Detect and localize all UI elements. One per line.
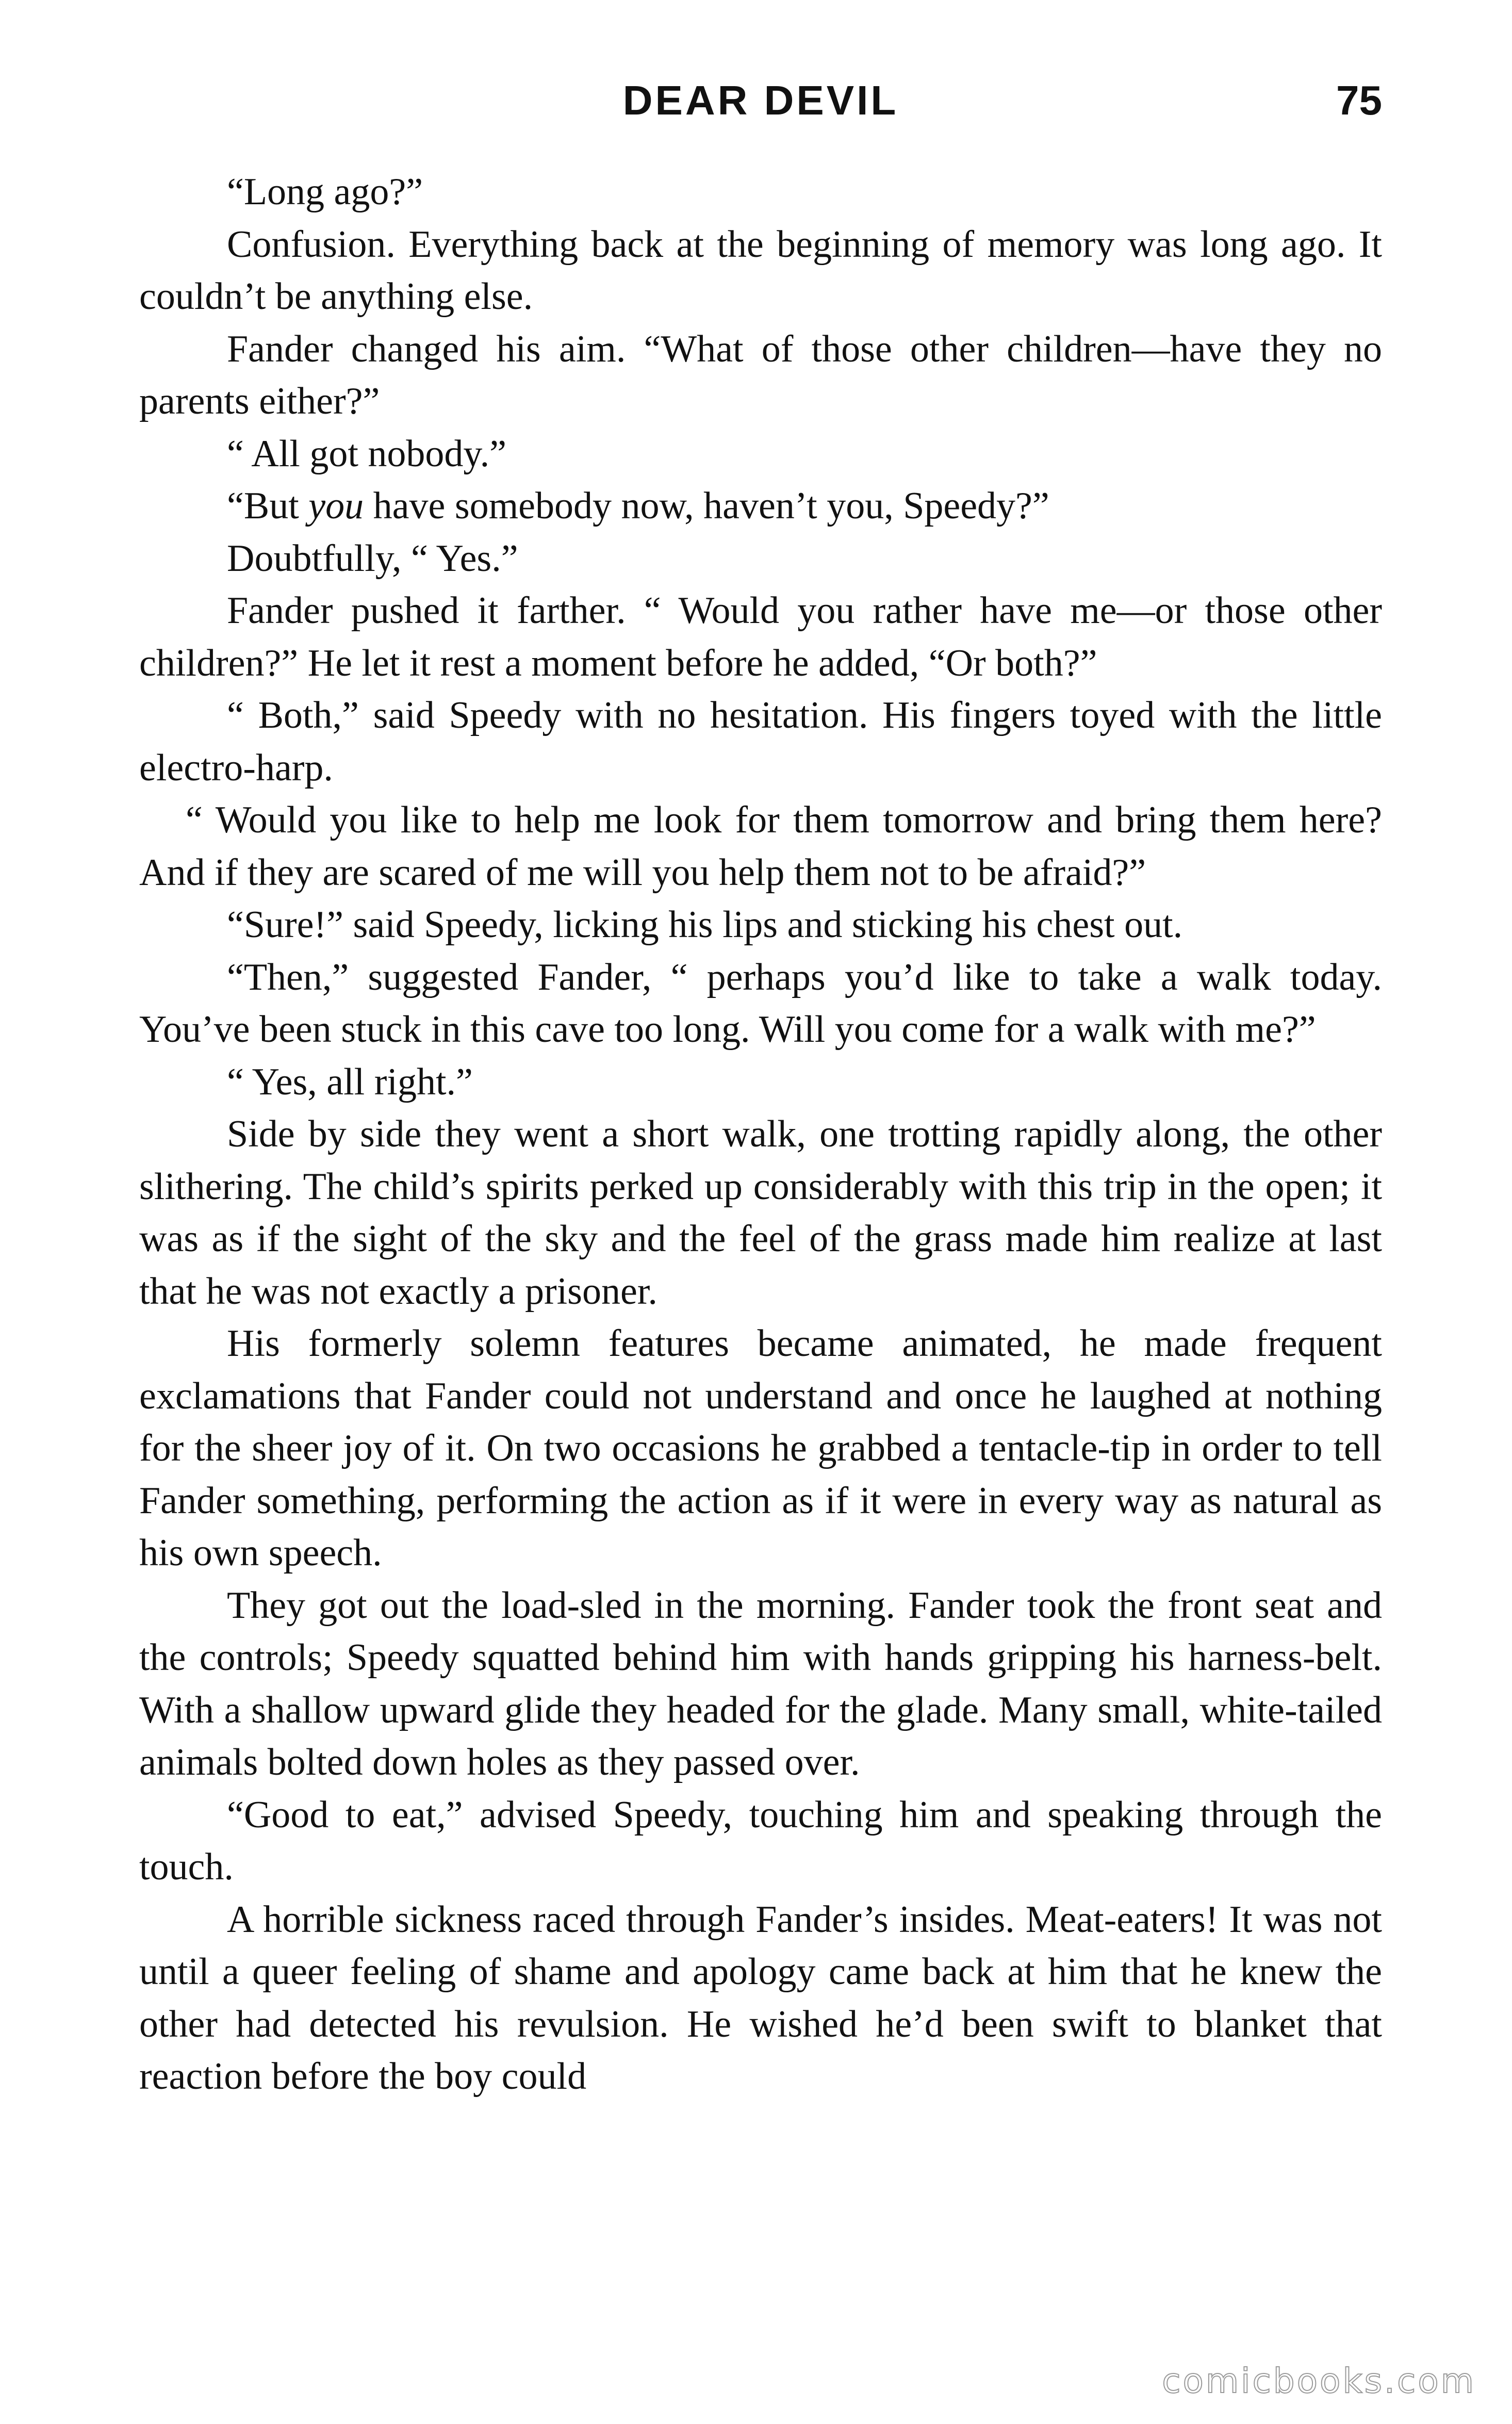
running-head: [139, 72, 1382, 129]
page-number: 75: [1336, 77, 1382, 123]
paragraph: Confusion. Everything back at the beginning of memory was long ago. It couldn’t be anything else.: [139, 223, 1382, 318]
paragraph: Doubtfully, “ Yes.”: [227, 537, 518, 580]
paragraph: Fander changed his aim. “What of those other children—have they no parents either?”: [139, 327, 1382, 422]
paragraph: “ All got nobody.”: [227, 432, 506, 475]
body-text: [139, 166, 1382, 2103]
paragraph-text: have somebody now, haven’t you, Speedy?”: [364, 485, 1049, 527]
paragraph: They got out the load-sled in the morning. Fander took the front seat and the controls; Speedy squatted behind him with hands gripping his harness-belt. With a shallow upward glide they headed for the glade. Many small, white-tailed animals bolted down holes as they passed over.: [139, 1584, 1382, 1783]
running-title: DEAR DEVIL: [622, 77, 899, 123]
paragraph: A horrible sickness raced through Fander’s insides. Meat-eaters! It was not until a queer feeling of shame and apology came back at him that he knew the other had detected his revulsion. He wished he’d been swift to blanket that reaction before the boy could: [139, 1898, 1382, 2098]
emphasis-text: you: [308, 485, 364, 527]
paragraph: “Then,” suggested Fander, “ perhaps you’d like to take a walk today. You’ve been stuck in this cave too long. Will you come for a walk with me?”: [139, 956, 1382, 1051]
paragraph: “ Would you like to help me look for them tomorrow and bring them here? And if they are scared of me will you help them not to be afraid?”: [139, 799, 1382, 894]
paragraph: [139, 480, 1382, 533]
paragraph: “Sure!” said Speedy, licking his lips and sticking his chest out.: [227, 904, 1183, 946]
paragraph-text: “But: [227, 485, 309, 527]
paragraph: “Good to eat,” advised Speedy, touching him and speaking through the touch.: [139, 1793, 1382, 1888]
paragraph: His formerly solemn features became animated, he made frequent exclamations that Fander could not understand and once he laughed at nothing for the sheer joy of it. On two occasions he grabbed a tentacle-tip in order to tell Fander something, performing the action as if it were in every way as natural as his own speech.: [139, 1322, 1382, 1574]
paragraph: “ Yes, all right.”: [227, 1060, 473, 1103]
paragraph: “Long ago?”: [227, 171, 423, 213]
paragraph: Side by side they went a short walk, one trotting rapidly along, the other slithering. The child’s spirits perked up considerably with this trip in the open; it was as if the sight of the sky and the feel of the grass made him realize at last that he was not exactly a prisoner.: [139, 1113, 1382, 1313]
paragraph: “ Both,” said Speedy with no hesitation. His fingers toyed with the little electro-harp.: [139, 694, 1382, 789]
paragraph: Fander pushed it farther. “ Would you rather have me—or those other children?” He let it rest a moment before he added, “Or both?”: [139, 589, 1382, 684]
watermark: comicbooks.com: [1162, 2361, 1476, 2401]
